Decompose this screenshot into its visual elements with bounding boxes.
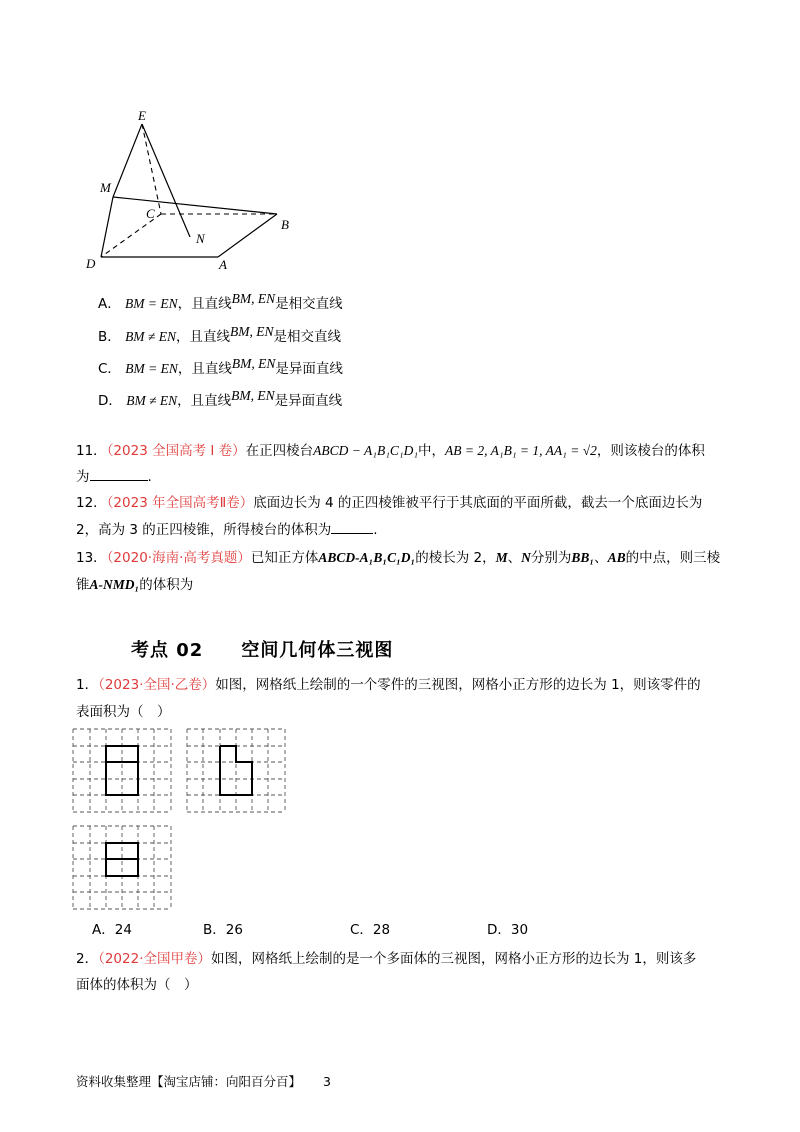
s2q1-option-c[interactable]: C．28 [350, 922, 391, 938]
label-M: M [100, 180, 111, 195]
question-12: 12．（2023 年全国高考Ⅱ卷）底面边长为 4 的正四棱锥被平行于其底面的平面所截，截去一个底面边长为 [76, 495, 703, 511]
s2-question-2: 2．（2022·全国甲卷）如图，网格纸上绘制的是一个多面体的三视图，网格小正方形的边长为 1，则该多 [76, 951, 697, 967]
top-view-grid [73, 826, 171, 909]
pyramid-figure [0, 0, 800, 300]
section-title: 考点 02 空间几何体三视图 [131, 640, 394, 661]
option-b[interactable]: B． BM ≠ EN，且直线BM, EN是相交直线 [98, 324, 341, 345]
option-a[interactable]: A． BM = EN，且直线BM, EN是相交直线 [98, 291, 343, 312]
edge-MD [101, 197, 113, 257]
label-N: N [196, 231, 205, 246]
s2-question-1-line2: 表面积为（ ） [76, 704, 171, 720]
edge-AB [218, 214, 277, 257]
footer-source: 资料收集整理【淘宝店铺：向阳百分百】 [76, 1074, 302, 1089]
question-11-line2: 为 . [76, 466, 152, 488]
label-B: B [281, 217, 289, 232]
option-d[interactable]: D． BM ≠ EN，且直线BM, EN是异面直线 [98, 388, 343, 409]
s2-question-2-line2: 面体的体积为（ ） [76, 977, 198, 993]
label-C: C [146, 206, 155, 221]
option-c[interactable]: C． BM = EN，且直线BM, EN是异面直线 [98, 356, 343, 377]
footer [76, 1072, 331, 1090]
front-view-grid [73, 729, 171, 812]
s2q1-option-b[interactable]: B．26 [203, 922, 243, 938]
edge-MB [113, 197, 277, 214]
s2-question-1: 1．（2023·全国·乙卷）如图，网格纸上绘制的一个零件的三视图，网格小正方形的边长为 1，则该零件的 [76, 677, 701, 693]
edge-EM [113, 124, 142, 197]
question-13: 13．（2020·海南·高考真题）已知正方体ABCD-A₁B₁C₁D₁的棱长为 2，M、N分别为BB₁、AB的中点，则三棱 [76, 550, 721, 566]
s2q1-option-a[interactable]: A．24 [92, 922, 132, 938]
side-view-grid [187, 729, 285, 812]
question-11: 11．（2023 全国高考 I 卷）在正四棱台ABCD − A₁B₁C₁D₁中，AB = 2, A₁B₁ = 1, AA₁ = √2，则该棱台的体积 [76, 443, 705, 459]
label-E: E [138, 108, 146, 123]
label-D: D [86, 256, 96, 271]
three-view-figure [0, 725, 800, 925]
answer-blank[interactable] [90, 466, 148, 481]
question-13-line2: 锥A-NMD₁的体积为 [76, 577, 194, 593]
page-number: 3 [322, 1074, 331, 1089]
s2q1-option-d[interactable]: D．30 [487, 922, 529, 938]
answer-blank[interactable] [331, 519, 373, 534]
label-A: A [219, 257, 227, 272]
question-12-line2: 2，高为 3 的正四棱锥，所得棱台的体积为 . [76, 519, 378, 541]
